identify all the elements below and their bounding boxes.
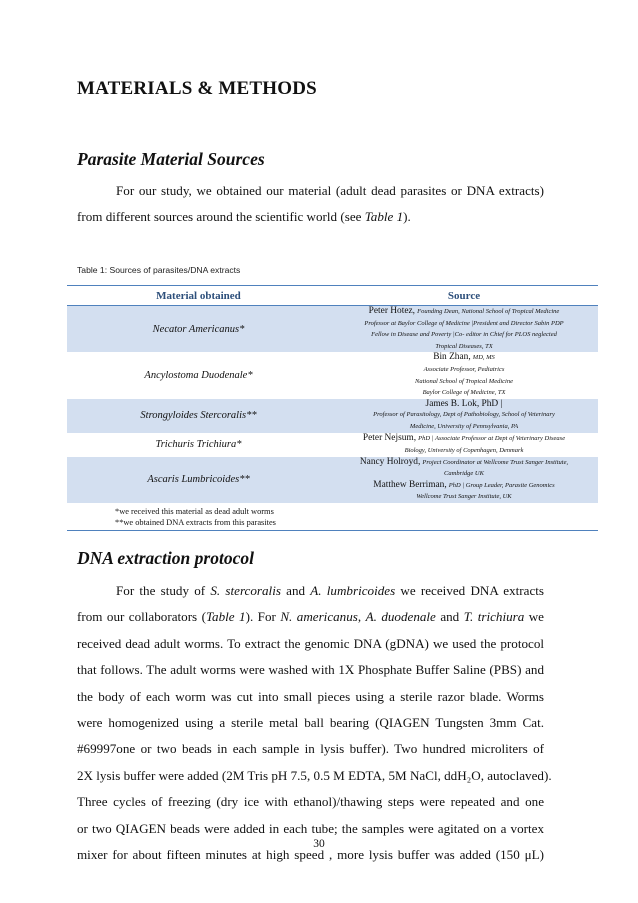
- text-line: or two QIAGEN beads were added in each tube; the samples were agitated on a vortex: [77, 820, 544, 836]
- source-affiliation: National School of Tropical Medicine: [415, 377, 513, 385]
- source-affiliation: PhD | Group Leader, Parasite Genomics: [448, 481, 555, 489]
- material-cell: Necator Americanus*: [67, 306, 330, 353]
- text-line: #69997one or two beads in each sample in lysis buffer). Two hundred microliters of: [77, 741, 544, 757]
- source-line: [330, 409, 598, 421]
- source-line: [330, 341, 598, 353]
- text-line: For our study, we obtained our material (adult dead parasites or DNA extracts): [116, 183, 544, 198]
- text-line: from different sources around the scientific world (see Table 1).: [77, 209, 411, 225]
- text-line: Three cycles of freezing (dry ice with ethanol)/thawing steps were repeated and one: [77, 794, 544, 810]
- source-person-name: James B. Lok, PhD |: [425, 398, 503, 409]
- source-affiliation: Biology, University of Copenhagen, Denmark: [404, 446, 524, 454]
- footnote-line: *we received this material as dead adult worms: [115, 506, 274, 516]
- source-line: [330, 433, 598, 445]
- source-affiliation: PhD | Associate Professor at Dept of Veterinary Disease: [418, 434, 566, 442]
- source-cell: [330, 457, 598, 503]
- source-affiliation: Tropical Diseases, TX: [435, 342, 493, 350]
- table-footnotes: [67, 503, 330, 531]
- table-row: [67, 399, 598, 433]
- source-line: [330, 399, 598, 410]
- source-affiliation: Project Coordinator at Wellcome Trust Sanger Institute,: [422, 458, 569, 466]
- text-line: were homogenized using a sterile metal ball bearing (QIAGEN Tungsten 3mm Cat.: [77, 714, 544, 730]
- source-affiliation: Baylor College of Medicine, TX: [422, 389, 506, 397]
- text-line: received dead adult worms. To extract the genomic DNA (gDNA) we used the protocol: [77, 635, 544, 651]
- source-person-name: Nancy Holroyd,: [359, 456, 421, 467]
- source-affiliation: Founding Dean, National School of Tropical Medicine: [417, 308, 560, 315]
- source-affiliation: Wellcome Trust Sanger Institute, UK: [416, 493, 512, 501]
- source-line: [330, 421, 598, 433]
- source-line: [330, 457, 598, 469]
- source-affiliation: Fellow in Disease and Poverty |Co- editor in Chief for PLOS neglected: [371, 331, 557, 339]
- source-cell: [330, 352, 598, 398]
- material-cell: Ancylostoma Duodenale*: [144, 370, 253, 382]
- table-body: [67, 306, 598, 531]
- source-cell: [330, 306, 598, 353]
- source-cell: [330, 433, 598, 457]
- material-cell: Strongyloides Stercoralis**: [67, 399, 330, 433]
- text-line: from our collaborators (Table 1). For N. americanus, A. duodenale and T. trichiura we: [77, 609, 544, 625]
- source-line: [330, 318, 598, 330]
- source-affiliation: Professor of Parasitology, Dept of Pathobiology, School of Veterinary: [373, 411, 555, 419]
- source-cell: [330, 399, 598, 433]
- column-header-material: Material obtained: [67, 286, 330, 306]
- page-title: MATERIALS & METHODS: [77, 78, 317, 99]
- source-line: [330, 387, 598, 399]
- text-line: For the study of S. stercoralis and A. lumbricoides we received DNA extracts: [116, 583, 545, 598]
- text-line: the body of each worm was cut into small pieces using a sterile razor blade. Worms: [77, 688, 544, 704]
- paragraph-parasite-sources: [77, 178, 544, 231]
- source-affiliation: Cambridge UK: [444, 470, 484, 478]
- material-cell: Ascaris Lumbricoides**: [67, 457, 330, 503]
- source-person-name: Peter Nejsum,: [362, 432, 417, 443]
- table-row: [67, 306, 598, 353]
- text-line: mixer for about fifteen minutes at high speed , more lysis buffer was added (150 μL): [77, 846, 544, 862]
- table-header-row: [67, 286, 598, 306]
- table-notes-row: [67, 503, 598, 531]
- text-line: that follows. The adult worms were washed with 1X Phosphate Buffer Saline (PBS) and: [77, 662, 544, 678]
- column-header-source: Source: [330, 286, 598, 306]
- source-line: [330, 468, 598, 480]
- source-line: [330, 480, 598, 492]
- source-line: [330, 491, 598, 503]
- paragraph-dna-extraction: [77, 578, 552, 868]
- section-title-parasite-sources: Parasite Material Sources: [77, 149, 265, 169]
- source-affiliation: Associate Professor, Pediatrics: [423, 365, 505, 373]
- source-affiliation: MD, MS: [472, 354, 495, 362]
- table-row: [67, 457, 598, 503]
- table-caption: Table 1: Sources of parasites/DNA extracts: [77, 265, 241, 275]
- source-line: [330, 352, 598, 364]
- material-cell: Trichuris Trichiura*: [155, 439, 242, 451]
- empty-cell: [330, 503, 598, 531]
- text-line: 2X lysis buffer were added (2M Tris pH 7.5, 0.5 M EDTA, 5M NaCl, ddH₂O, autoclaved).: [77, 767, 552, 783]
- page-number: 30: [313, 838, 325, 850]
- source-line: [330, 445, 598, 457]
- source-affiliation: Professor at Baylor College of Medicine |President and Director Sabin PDP: [364, 319, 564, 327]
- source-line: [330, 329, 598, 341]
- sources-table: [67, 285, 598, 531]
- source-line: [330, 306, 598, 318]
- source-affiliation: Medicine, University of Pennsylvania, PA: [409, 422, 519, 430]
- source-line: [330, 376, 598, 388]
- source-line: [330, 364, 598, 376]
- table-row: [67, 352, 598, 398]
- section-title-dna-extraction: DNA extraction protocol: [77, 548, 254, 568]
- table-row: [67, 433, 598, 457]
- footnote-line: **we obtained DNA extracts from this parasites: [115, 517, 276, 527]
- source-person-name: Bin Zhan,: [433, 352, 471, 363]
- source-person-name: Matthew Berriman,: [373, 479, 447, 490]
- source-person-name: Peter Hotez,: [368, 306, 416, 316]
